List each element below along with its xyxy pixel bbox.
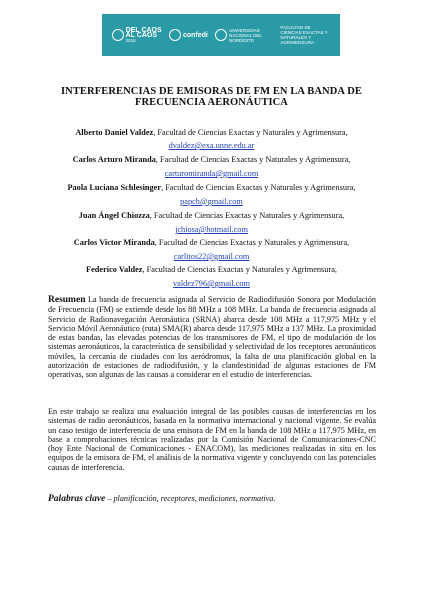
event-logo-line3: 2016 xyxy=(125,37,136,43)
author-name: Paola Luciana Schlesinger xyxy=(67,183,162,192)
author-affiliation: , Facultad de Ciencias Exactas y Naturales y Agrimensura, xyxy=(149,211,345,220)
event-logo xyxy=(112,28,162,43)
keywords xyxy=(48,494,376,504)
faculty-logo xyxy=(280,25,330,45)
event-logo-line2: AL CAOS xyxy=(125,31,157,39)
author-email[interactable]: carlitos22@gmail.com xyxy=(173,252,250,261)
author-affiliation: , Facultad de Ciencias Exactas y Naturales y Agrimensura, xyxy=(142,265,337,274)
abstract-label: Resumen xyxy=(48,295,86,305)
keywords-text: – planificación, receptores, mediciones, normativa. xyxy=(105,494,276,503)
author-name: Carlos Victor Miranda xyxy=(73,238,155,247)
confedi-logo-text: confedi xyxy=(182,31,208,39)
event-logo-icon xyxy=(112,29,124,41)
university-logo xyxy=(215,28,273,43)
author-affiliation: , Facultad de Ciencias Exactas y Naturales y Agrimensura, xyxy=(155,155,351,164)
confedi-logo-icon xyxy=(169,29,181,41)
paper-title-line1: INTERFERENCIAS DE EMISORAS DE FM EN LA BANDA DE xyxy=(60,86,363,97)
author-line xyxy=(20,211,403,221)
confedi-logo xyxy=(169,29,208,41)
paper-title-line2: FRECUENCIA AERONÁUTICA xyxy=(134,97,288,108)
keywords-label: Palabras clave xyxy=(48,494,106,504)
author-line xyxy=(20,238,403,248)
university-logo-icon xyxy=(215,29,227,41)
author-name: Federico Valdez xyxy=(86,265,143,274)
author-email[interactable]: valdez796@gmail.com xyxy=(173,279,250,288)
author-email[interactable]: papch@gmail.com xyxy=(180,197,243,206)
author-line xyxy=(20,155,403,165)
author-email[interactable]: jchiosa@hotmail.com xyxy=(175,225,248,234)
faculty-logo-text: FACULTAD DE CIENCIAS EXACTAS Y NATURALES Y AGRIMENSURA xyxy=(280,25,328,45)
author-line xyxy=(20,128,403,138)
author-name: Juan Ángel Chiozza xyxy=(78,211,150,220)
body-paragraph: En este trabajo se realiza una evaluación integral de las posibles causas de interferencias en los sistemas de radio aeronáuticos, basada en la normativa internacional y nacional vigente. Se evalúa un caso testigo de interferencia de una emisora de FM en la banda de 108 MHz a 117,975 MHz, en base a comprobaciones técnicas realizadas por la Comisión Nacional de Comunicaciones-CNC (hoy Ente Nacional de Comunicaciones - ENACOM), las mediciones realizadas in situ en los equipos de la emisora de FM, el análisis de la normativa vigente y concluyendo con las potenciales causas de interferencia. xyxy=(48,407,376,472)
author-email[interactable]: dvaldez@exa.unne.edu.ar xyxy=(168,141,255,150)
abstract xyxy=(48,295,376,380)
author-email[interactable]: carturomiranda@gmail.com xyxy=(164,169,259,178)
author-name: Carlos Arturo Miranda xyxy=(72,155,156,164)
paper-title xyxy=(40,86,383,108)
university-logo-text: UNIVERSIDAD NACIONAL DEL NORDESTE xyxy=(229,27,262,43)
author-line xyxy=(20,183,403,193)
author-line xyxy=(20,265,403,275)
event-logo-line1: DEL CAOS xyxy=(125,26,162,34)
abstract-text: La banda de frecuencia asignada al Servicio de Radiodifusión Sonora por Modulación de Frecuencia (FM) se extiende desde los 88 MHz a 108 MHz. La banda de frecuencia asignada al Servicio de Radionavegación Aeronáutica (SRNA) abarca desde 108 MHz a 117,975 MHz y el Servicio Móvil Aeronáutico (ruta) SMA(R) abarca desde 117,975 MHz a 137 MHz. La proximidad de estas bandas, las elevadas potencias de los transmisores de FM, el tipo de modulación de los sistemas aeronáuticos, la característica de sensibilidad y selectividad de los receptores aeronáuticos móviles, la cercanía de ciudades con los aeródromos, la falta de una planificación global en la autorización de estaciones de radiodifusión, y la clandestinidad de algunas estaciones de FM operativas, son algunas de las causas a considerar en el estudio de interferencias. xyxy=(48,295,376,380)
author-affiliation: , Facultad de Ciencias Exactas y Naturales y Agrimensura, xyxy=(154,238,350,247)
author-affiliation: , Facultad de Ciencias Exactas y Naturales y Agrimensura, xyxy=(153,128,348,137)
author-affiliation: , Facultad de Ciencias Exactas y Naturales y Agrimensura, xyxy=(161,183,356,192)
header-banner xyxy=(102,14,340,56)
author-name: Alberto Daniel Valdez xyxy=(75,128,154,137)
